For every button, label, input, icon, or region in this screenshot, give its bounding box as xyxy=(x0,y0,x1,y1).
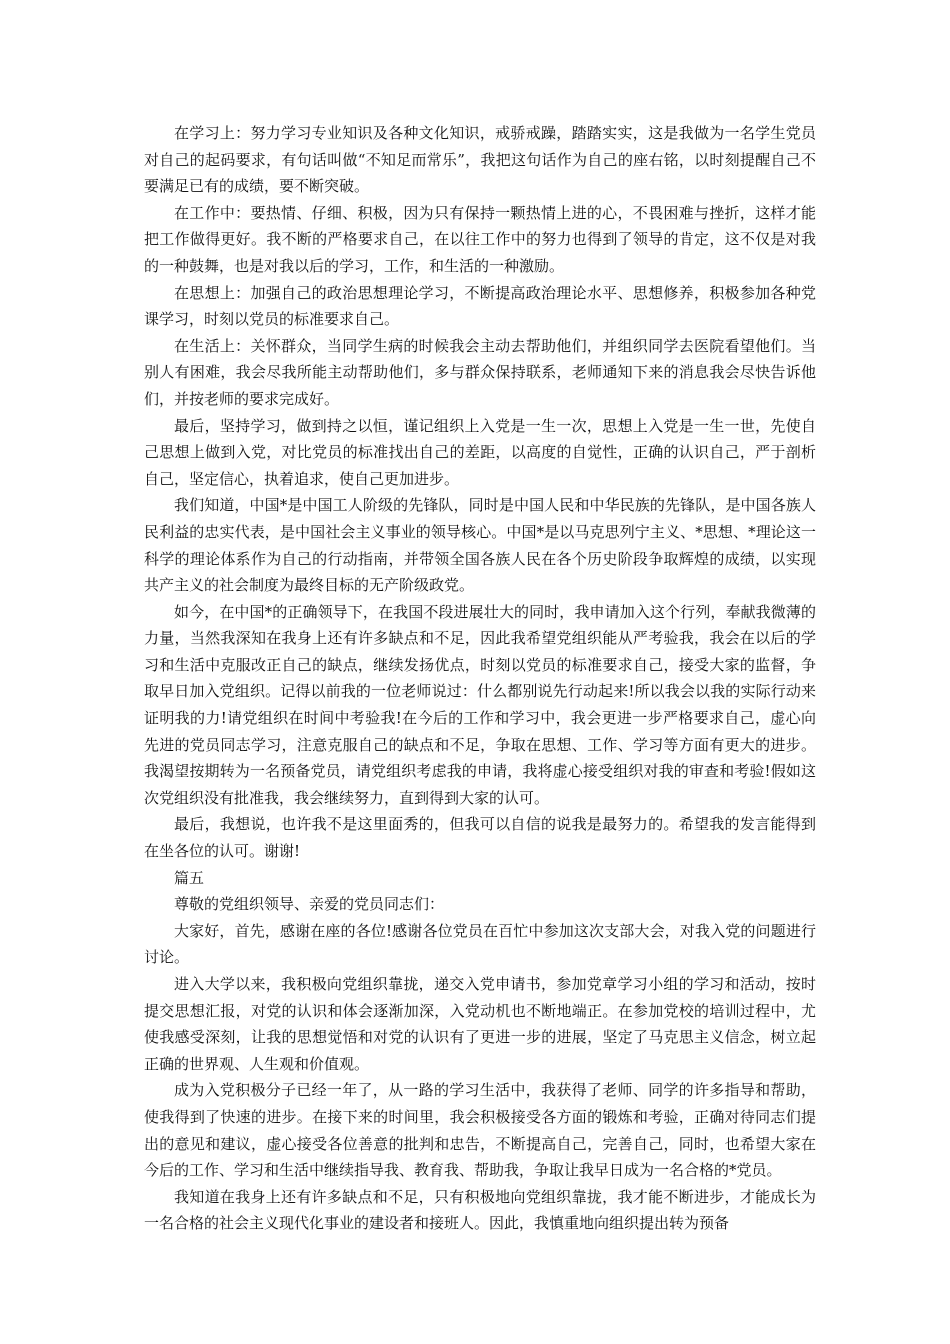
paragraph-party-intro: 我们知道，中国*是中国工人阶级的先锋队，同时是中国人民和中华民族的先锋队，是中国各族人民利益的忠实代表，是中国社会主义事业的领导核心。中国*是以马克思列宁主义、*思想、*理论这一科学的理论体系作为自己的行动指南，并带领全国各族人民在各个历史阶段争取辉煌的成绩，以实现共产主义的社会制度为最终目标的无产阶级政党。 xyxy=(144,496,816,595)
paragraph-thought: 在思想上：加强自己的政治思想理论学习，不断提高政治理论水平、思想修养，积极参加各种党课学习，时刻以党员的标准要求自己。 xyxy=(144,283,816,329)
paragraph-finally: 最后，坚持学习，做到持之以恒，谨记组织上入党是一生一次，思想上入党是一生一世，先使自己思想上做到入党，对比党员的标准找出自己的差距，以高度的自觉性，正确的认识自己，严于剖析自己，坚定信心，执着追求，使自己更加进步。 xyxy=(144,416,816,488)
paragraph-shortcomings: 我知道在我身上还有许多缺点和不足，只有积极地向党组织靠拢，我才能不断进步，才能成长为一名合格的社会主义现代化事业的建设者和接班人。因此，我慎重地向组织提出转为预备 xyxy=(144,1187,816,1233)
paragraph-application: 如今，在中国*的正确领导下，在我国不段进展壮大的同时，我申请加入这个行列，奉献我微薄的力量，当然我深知在我身上还有许多缺点和不足，因此我希望党组织能从严考验我，我会在以后的学习和生活中克服改正自己的缺点，继续发扬优点，时刻以党员的标准要求自己，接受大家的监督，争取早日加入党组织。记得以前我的一位老师说过：什么都别说先行动起来!所以我会以我的实际行动来证明我的力!请党组织在时间中考验我!在今后的工作和学习中，我会更进一步严格要求自己，虚心向先进的党员同志学习，注意克服自己的缺点和不足，争取在思想、工作、学习等方面有更大的进步。我渴望按期转为一名预备党员，请党组织考虑我的申请，我将虚心接受组织对我的审查和考验!假如这次党组织没有批准我，我会继续努力，直到得到大家的认可。 xyxy=(144,602,816,807)
paragraph-work: 在工作中：要热情、仔细、积极，因为只有保持一颗热情上进的心，不畏困难与挫折，这样才能把工作做得更好。我不断的严格要求自己，在以往工作中的努力也得到了领导的肯定，这不仅是对我的一种鼓舞，也是对我以后的学习，工作，和生活的一种激励。 xyxy=(144,203,816,275)
document-body xyxy=(144,120,816,1237)
section-heading: 篇五 xyxy=(174,868,205,887)
paragraph-activist: 成为入党积极分子已经一年了，从一路的学习生活中，我获得了老师、同学的许多指导和帮助，使我得到了快速的进步。在接下来的时间里，我会积极接受各方面的锻炼和考验，正确对待同志们提出的意见和建议，虚心接受各位善意的批判和忠告，不断提高自己，完善自己，同时，也希望大家在今后的工作、学习和生活中继续指导我、教育我、帮助我，争取让我早日成为一名合格的*党员。 xyxy=(144,1081,816,1180)
paragraph-greeting: 大家好，首先，感谢在座的各位!感谢各位党员在百忙中参加这次支部大会，对我入党的问题进行讨论。 xyxy=(144,921,816,967)
paragraph-university: 进入大学以来，我积极向党组织靠拢，递交入党申请书，参加党章学习小组的学习和活动，按时提交思想汇报，对党的认识和体会逐渐加深，入党动机也不断地端正。在参加党校的培训过程中，尤使我感受深刻，让我的思想觉悟和对党的认识有了更进一步的进展，坚定了马克思主义信念，树立起正确的世界观、人生观和价值观。 xyxy=(144,975,816,1073)
paragraph-closing: 最后，我想说，也许我不是这里面秀的，但我可以自信的说我是最努力的。希望我的发言能得到在坐各位的认可。谢谢! xyxy=(144,815,816,861)
paragraph-life: 在生活上：关怀群众，当同学生病的时候我会主动去帮助他们，并组织同学去医院看望他们。当别人有困难，我会尽我所能主动帮助他们，多与群众保持联系，老师通知下来的消息我会尽快告诉他们，并按老师的要求完成好。 xyxy=(144,336,816,408)
paragraph-study: 在学习上：努力学习专业知识及各种文化知识，戒骄戒躁，踏踏实实，这是我做为一名学生党员对自己的起码要求，有句话叫做“不知足而常乐”，我把这句话作为自己的座右铭，以时刻提醒自己不要满足已有的成绩，要不断突破。 xyxy=(144,124,816,196)
salutation: 尊敬的党组织领导、亲爱的党员同志们： xyxy=(174,895,445,914)
